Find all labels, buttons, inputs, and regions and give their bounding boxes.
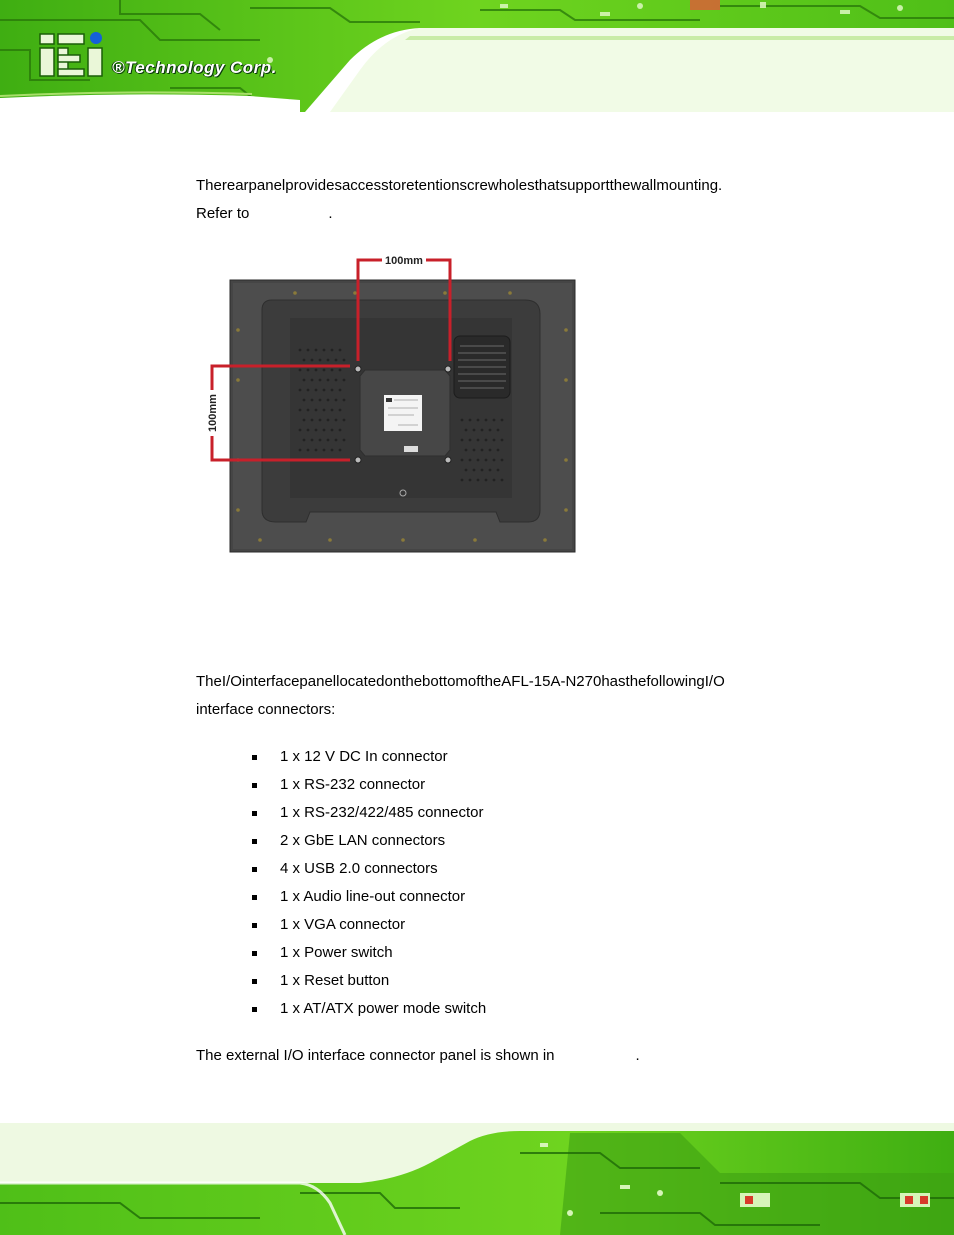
bullet-icon	[252, 755, 257, 760]
io-paragraph	[196, 668, 814, 724]
list-item: 2 x GbE LAN connectors	[252, 827, 486, 855]
bullet-icon	[252, 895, 257, 900]
intro-line-2	[196, 200, 814, 228]
closing-line	[196, 1042, 814, 1070]
rear-panel-image	[200, 250, 590, 560]
list-item: 4 x USB 2.0 connectors	[252, 855, 486, 883]
list-item: 1 x VGA connector	[252, 911, 486, 939]
closing-prefix: The external I/O interface connector panel is shown in	[196, 1047, 555, 1064]
io-line-1: TheI/OinterfacepanellocatedonthebottomoftheAFL-15A-N270hasthefollowingI/O	[196, 673, 725, 690]
rear-panel-figure	[200, 250, 590, 560]
logo-tagline: ®Technology Corp.	[112, 58, 277, 77]
dimension-left-label: 100mm	[207, 394, 219, 432]
intro-line-1: Therearpanelprovidesaccesstoretentionscrewholesthatsupportthewallmounting.	[196, 177, 723, 194]
bullet-icon	[252, 839, 257, 844]
list-item: 1 x AT/ATX power mode switch	[252, 995, 486, 1023]
list-item: 1 x RS-232 connector	[252, 771, 486, 799]
logo-blue-dot-icon	[90, 32, 102, 44]
bullet-icon	[252, 811, 257, 816]
closing-suffix: .	[635, 1047, 640, 1064]
page-header-banner	[0, 0, 954, 112]
intro-refer-prefix: Refer to	[196, 205, 250, 222]
list-item: 1 x Reset button	[252, 967, 486, 995]
list-item: 1 x RS-232/422/485 connector	[252, 799, 486, 827]
page-footer-banner	[0, 1123, 954, 1235]
bullet-icon	[252, 867, 257, 872]
bullet-icon	[252, 923, 257, 928]
intro-paragraph	[196, 172, 814, 228]
list-item: 1 x Audio line-out connector	[252, 883, 486, 911]
list-item: 1 x Power switch	[252, 939, 486, 967]
circuit-board-footer-graphic	[0, 1123, 954, 1235]
circuit-board-header-graphic	[0, 0, 954, 112]
io-line-2: interface connectors:	[196, 701, 336, 718]
list-item: 1 x 12 V DC In connector	[252, 743, 486, 771]
closing-paragraph	[196, 1042, 814, 1070]
bullet-icon	[252, 951, 257, 956]
dimension-top-label: 100mm	[385, 255, 423, 267]
bullet-icon	[252, 1007, 257, 1012]
connector-list	[252, 743, 486, 1023]
intro-refer-suffix: .	[328, 205, 333, 222]
bullet-icon	[252, 783, 257, 788]
bullet-icon	[252, 979, 257, 984]
